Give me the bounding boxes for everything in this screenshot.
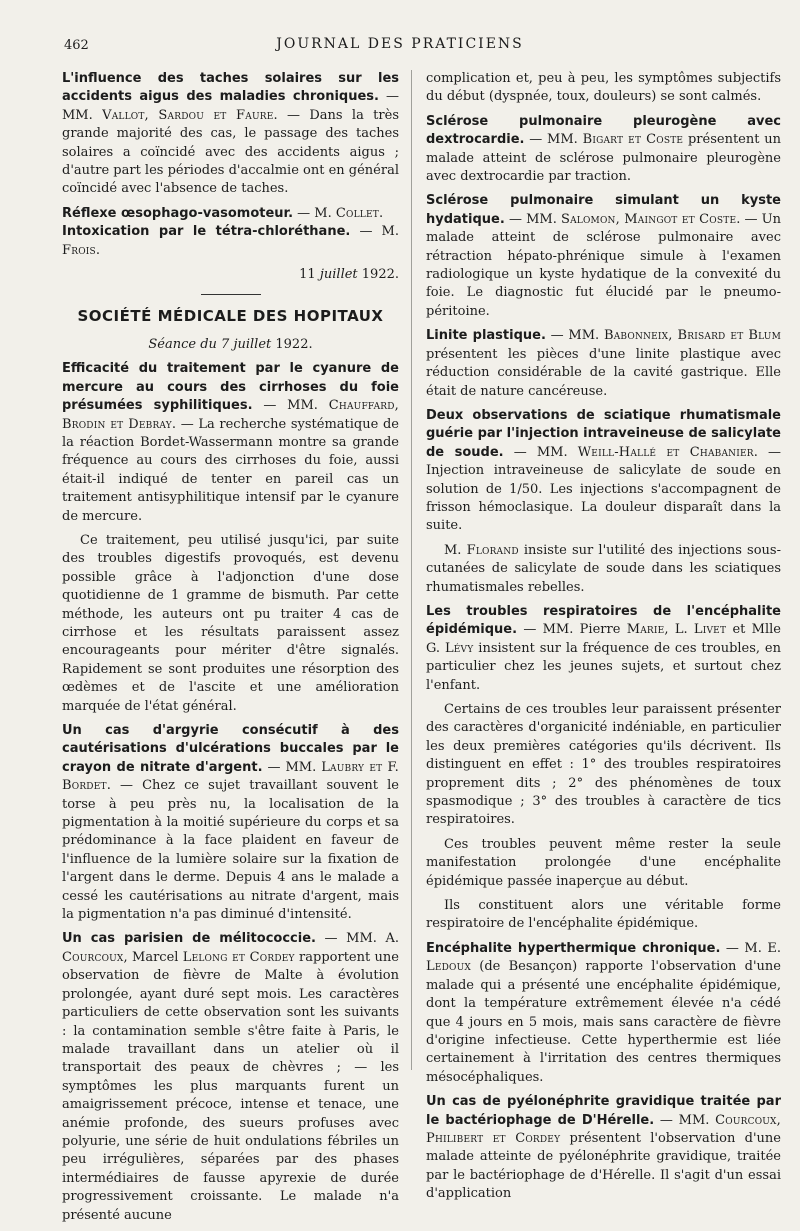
article-encephalite-hyperthermique: Encéphalite hyperthermique chronique. — M. E. Ledoux (de Besançon) rapporte l'observation d'une malade qui a présenté une encéphalite épidémique, dont la température extrêmement élevée n'a cédé que 4 jours en 5 mois, mais sans caractère de fièvre d'origine infectieuse. Cette hyperthermie est liée certainement à l'irritation des centres thermiques mésocéphaliques. bbox=[426, 940, 781, 1085]
article-title: Réflexe œsophago-vasomoteur. bbox=[62, 205, 294, 221]
article-title: Efficacité du traitement par le cyanure de mercure au cours des cirrhoses du foie présumées syphilitiques. bbox=[62, 361, 399, 414]
article-title: Un cas parisien de mélitococcie. bbox=[62, 931, 316, 947]
article-paragraph: Ce traitement, peu utilisé jusqu'ici, par suite des troubles digestifs provoqués, est devenu possible grâce à l'adjonction d'une dose quotidienne de 1 gramme de bismuth. Par cette méthode, les auteurs ont pu traiter 4 cas de cirrhose et les résultats paraissent assez encourageants pour mériter d'être signalés. Rapidement se sont produites une résorption des œdèmes et de l'ascite et une amélioration marquée de l'état général. bbox=[62, 532, 399, 714]
article-taches-solaires: L'influence des taches solaires sur les accidents aigus des maladies chroniques. — MM. Vallot, Sardou et Faure. — Dans la très grande majorité des cas, le passage des taches solaires a coïncidé avec des accidents aigus ; d'autre part les périodes d'accalmie ont en général coïncidé avec l'absence de taches. bbox=[62, 71, 399, 197]
article-authors: Lelong et Cordey bbox=[182, 949, 295, 965]
column-divider bbox=[411, 70, 412, 1070]
article-continuation: complication et, peu à peu, les symptômes subjectifs du début (dyspnée, toux, douleurs) se sont calmés. bbox=[426, 71, 781, 105]
article-title: Sclérose pulmonaire pleurogène avec dextrocardie. bbox=[426, 113, 781, 148]
article-paragraph: M. Florand insiste sur l'utilité des injections sous-cutanées de salicylate de soude dans les sciatiques rhumatismales rebelles. bbox=[426, 542, 781, 595]
article-text: (de Besançon) rapporte l'observation d'une malade qui a présenté une encéphalite épidémique, dont la température extrêmement élevée n'a cédé que 4 jours en 5 mois, mais sans caractère de fièvre d'origine infectieuse. Cette hyperthermie est liée certainement à l'irritation des centres thermiques mésocéphaliques. bbox=[426, 959, 781, 1085]
article-sciatique: Deux observations de sciatique rhumatismale guérie par l'injection intraveineuse de salicylate de soude. — MM. Weill-Hallé et Chabanier. — Injection intraveineuse de salicylate de soude en solution de 1/50. Les injections s'accompagnent de frisson hémoclasique. La douleur disparaît dans la suite. bbox=[426, 407, 782, 534]
article-paragraph: Certains de ces troubles leur paraissent présenter des caractères d'organicité indéniable, en particulier les deux premières catégories qu'ils décrivent. Ils distinguent en effet : 1° des troubles respiratoires proprement dits ; 2° des phénomènes de toux spasmodique ; 3° des troubles à caractère de tics respiratoires. bbox=[426, 702, 781, 828]
article-authors: Courcoux bbox=[62, 949, 124, 965]
article-text: présentent les pièces d'une linite plastique avec réduction considérable de la cavité gastrique. Elle était de nature cancéreuse. bbox=[426, 346, 781, 399]
article-paragraph: Ces troubles peuvent même rester la seule manifestation prolongée d'une encéphalite épidémique passée inaperçue au début. bbox=[426, 836, 781, 889]
left-column bbox=[62, 70, 399, 1231]
article-title: Intoxication par le tétra-chloréthane. bbox=[62, 224, 351, 240]
article-pyelonephrite: Un cas de pyélonéphrite gravidique traitée par le bactériophage de D'Hérelle. — MM. Courcoux, Philibert et Cordey présentent l'observation d'une malade atteinte de pyélonéphrite gravidique, traitée par le bactériophage de d'Hérelle. Il s'agit d'un essai d'application bbox=[426, 1094, 782, 1202]
article-melitococcie: Un cas parisien de mélitococcie. — MM. A. Courcoux, Marcel Lelong et Cordey rapportent une observation de fièvre de Malte à évolution prolongée, ayant duré sept mois. Les caractères particuliers de cette observation sont les suivants : la contamination semble s'être faite à Paris, le malade travaillant dans un atelier où il transportait des peaux de chèvres ; — les symptômes les plus marquants furent un amaigrissement précoce, intense et tenace, une anémie profonde, des sueurs profuses avec polyurie, une série de huit ondulations fébriles un peu irrégulières, séparées par des phases intermédiaires de fausse apyrexie de durée progressivement croissante. Le malade n'a présenté aucune bbox=[62, 931, 399, 1223]
article-title: L'influence des taches solaires sur les accidents aigus des maladies chroniques. bbox=[62, 71, 399, 105]
section-rule bbox=[201, 294, 261, 295]
article-authors: Weill-Hallé et Chabanier bbox=[577, 444, 754, 460]
article-sclerose-dextrocardie: Sclérose pulmonaire pleurogène avec dextrocardie. — MM. Bigart et Coste présentent un malade atteint de sclérose pulmonaire pleurogène avec dextrocardie par traction. bbox=[426, 113, 781, 185]
article-linite: Linite plastique. — MM. Babonneix, Brisard et Blum présentent les pièces d'une linite plastique avec réduction considérable de la cavité gastrique. Elle était de nature cancéreuse. bbox=[426, 328, 781, 399]
article-authors: Lévy bbox=[444, 640, 474, 656]
article-title: Un cas de pyélonéphrite gravidique traitée par le bactériophage de D'Hérelle. bbox=[426, 1094, 781, 1128]
article-authors: Collet bbox=[335, 205, 379, 221]
article-authors: Babonneix, Brisard et Blum bbox=[603, 328, 781, 344]
article-title: Un cas d'argyrie consécutif à des cautérisations d'ulcérations buccales par le crayon de nitrate d'argent. bbox=[62, 723, 399, 775]
article-text: . — Chez ce sujet travaillant souvent le torse à peu près nu, la localisation de la pigmentation à la moitié supérieure du corps et sa prédominance à la face plaident en faveur de l'influence de la lumière solaire sur la fixation de l'argent dans le derme. Depuis 4 ans le malade a cessé les cautérisations au nitrate d'argent, mais la pigmentation n'a pas diminué d'intensité. bbox=[62, 778, 399, 923]
article-text: insistent sur la fréquence de ces troubles, en particulier chez les jeunes sujets, et surtout chez l'enfant. bbox=[426, 640, 781, 693]
article-authors: Vallot, Sardou et Faure bbox=[102, 107, 274, 123]
article-cyanure: Efficacité du traitement par le cyanure de mercure au cours des cirrhoses du foie présumées syphilitiques. — MM. Chauffard, Brodin et Debray. — La recherche systématique de la réaction Bordet-Wassermann montre sa grande fréquence au cours des cirrhoses du foie, aussi était-il indiqué de tenter en pareil cas un traitement antisyphilitique intensif par le cyanure de mercure. bbox=[62, 361, 399, 524]
article-authors: Livet bbox=[693, 622, 727, 638]
article-text: . — Un malade atteint de sclérose pulmonaire avec rétraction hépato-phrénique simule à l'examen radiologique un kyste hydatique de la convexité du foie. Le diagnostic fut élucidé par le pneumo-péritoine. bbox=[426, 211, 781, 319]
article-text: . — Dans la très grande majorité des cas, le passage des taches solaires a coïncidé avec des accidents aigus ; d'autre part les périodes d'accalmie ont en général coïncidé avec l'absence de taches. bbox=[62, 107, 399, 197]
article-title: Deux observations de sciatique rhumatismale guérie par l'injection intraveineuse de salicylate de soude. bbox=[426, 407, 781, 460]
article-text: rapportent une observation de fièvre de Malte à évolution prolongée, ayant duré sept mois. Les caractères particuliers de cette observation sont les suivants : la contamination semble s'être faite à Paris, le malade travaillant dans un atelier où il transportait des peaux de chèvres ; — les symptômes les plus marquants furent un amaigrissement précoce, intense et tenace, une anémie profonde, des sueurs profuses avec polyurie, une série de huit ondulations fébriles un peu irrégulières, séparées par des phases intermédiaires de fausse apyrexie de durée progressivement croissante. Le malade n'a présenté aucune bbox=[62, 949, 399, 1223]
article-authors: Salomon, Maingot et Coste bbox=[560, 211, 737, 227]
article-text: . — Injection intraveineuse de salicylate de soude en solution de 1/50. Les injections s'accompagnent de frisson hémoclasique. La douleur disparaît dans la suite. bbox=[426, 444, 782, 534]
society-heading: SOCIÉTÉ MÉDICALE DES HOPITAUX bbox=[77, 307, 384, 326]
article-authors: Ledoux bbox=[426, 959, 471, 975]
article-paragraph: Ils constituent alors une véritable forme respiratoire de l'encéphalite épidémique. bbox=[426, 898, 781, 932]
article-title: Linite plastique. bbox=[426, 328, 546, 344]
article-sclerose-kyste: Sclérose pulmonaire simulant un kyste hydatique. — MM. Salomon, Maingot et Coste. — Un malade atteint de sclérose pulmonaire avec rétraction hépato-phrénique simule à l'examen radiologique un kyste hydatique de la convexité du foie. Le diagnostic fut élucidé par le pneumo-péritoine. bbox=[426, 193, 781, 319]
article-encephalite-respiratoire: Les troubles respiratoires de l'encéphalite épidémique. — MM. Pierre Marie, L. Livet et Mlle G. Lévy insistent sur la fréquence de ces troubles, en particulier chez les jeunes sujets, et surtout chez l'enfant. bbox=[426, 603, 781, 693]
page-header bbox=[0, 36, 800, 56]
article-authors: Frois bbox=[62, 242, 96, 258]
article-text: présentent un malade atteint de sclérose pulmonaire pleurogène avec dextrocardie par traction. bbox=[426, 132, 781, 185]
seance-date: Séance du 7 juillet 1922. bbox=[148, 336, 313, 352]
date-line: 11 juillet 1922. bbox=[299, 267, 399, 283]
journal-title: JOURNAL DES PRATICIENS bbox=[276, 36, 524, 52]
article-title: Sclérose pulmonaire simulant un kyste hydatique. bbox=[426, 193, 781, 227]
article-authors: Florand bbox=[466, 542, 519, 558]
article-authors: Bigart et Coste bbox=[582, 132, 684, 148]
article-authors: Courcoux, Philibert et Cordey bbox=[426, 1112, 782, 1146]
article-title: Encéphalite hyperthermique chronique. bbox=[426, 940, 721, 956]
article-title: Les troubles respiratoires de l'encéphalite épidémique. bbox=[426, 603, 781, 638]
page-number: 462 bbox=[64, 38, 89, 53]
article-text: . — La recherche systématique de la réaction Bordet-Wassermann montre sa grande fréquence au cours des cirrhoses du foie, aussi était-il indiqué de tenter en pareil cas un traitement antisyphilitique intensif par le cyanure de mercure. bbox=[62, 416, 399, 524]
article-argyrie: Un cas d'argyrie consécutif à des cautérisations d'ulcérations buccales par le crayon de nitrate d'argent. — MM. Laubry et F. Bordet. — Chez ce sujet travaillant souvent le torse à peu près nu, la localisation de la pigmentation à la moitié supérieure du corps et sa prédominance à la face plaident en faveur de l'influence de la lumière solaire sur la fixation de l'argent dans le derme. Depuis 4 ans le malade a cessé les cautérisations au nitrate d'argent, mais la pigmentation n'a pas diminué d'intensité. bbox=[62, 723, 400, 923]
article-authors: Chauffard, Brodin et Debray bbox=[62, 398, 399, 432]
article-reflexe: Réflexe œsophago-vasomoteur. — M. Collet. Intoxication par le tétra-chloréthane. — M. Frois. bbox=[62, 205, 400, 258]
article-authors: Marie bbox=[626, 622, 665, 638]
right-column bbox=[426, 70, 781, 1210]
article-text: présentent l'observation d'une malade atteinte de pyélonéphrite gravidique, traitée par le bactériophage de d'Hérelle. Il s'agit d'un essai d'application bbox=[426, 1130, 781, 1202]
article-authors: Laubry et F. Bordet bbox=[62, 759, 400, 794]
